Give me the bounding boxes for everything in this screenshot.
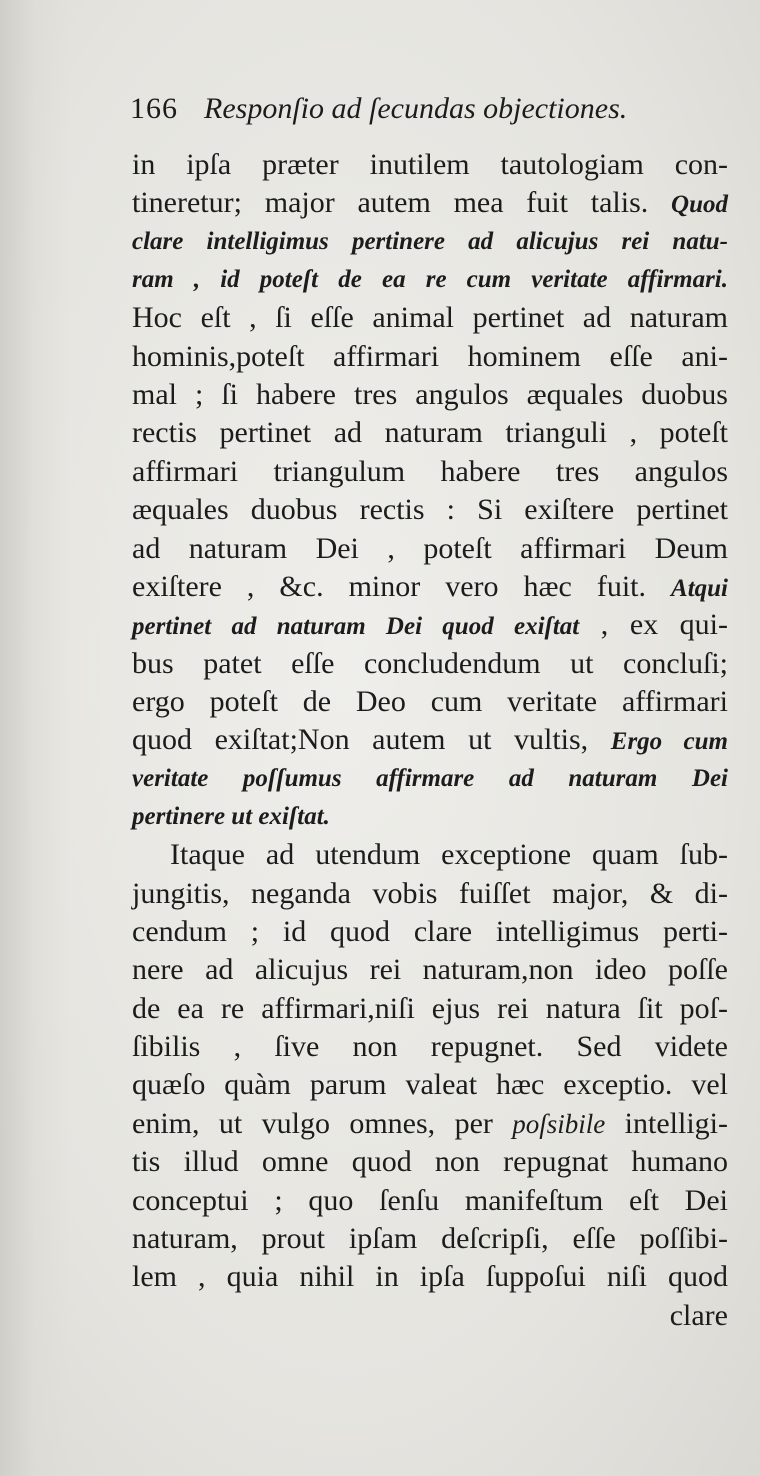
text-segment: intelligi-: [605, 1106, 728, 1140]
text-segment: mal ; ſi habere tres angulos æquales duobus: [132, 378, 728, 412]
text-line: [132, 414, 728, 452]
page-number: 166: [130, 92, 178, 125]
text-segment: de ea re affirmari,niſi ejus rei natura ſit poſ-: [132, 991, 728, 1025]
text-segment: veritate poſſumus affirmare ad naturam Dei: [132, 764, 728, 792]
text-line: [132, 1105, 728, 1143]
text-segment: tineretur; major autem mea fuit talis.: [132, 186, 672, 220]
text-line: [132, 299, 728, 337]
catchword: [132, 1297, 728, 1335]
text-segment: cendum ; id quod clare intelligimus perti-: [132, 915, 728, 948]
text-segment: hominis,poteſt affirmari hominem eſſe ani-: [132, 339, 728, 373]
italic-text: Ergo cum: [610, 728, 728, 756]
text-segment: , ex qui-: [579, 608, 728, 642]
text-line: [132, 913, 728, 951]
text-segment: conceptui ; quo ſenſu manifeſtum eſt Dei: [132, 1183, 728, 1217]
text-segment: clare intelligimus pertinere ad alicujus rei natu-: [132, 227, 728, 255]
page-gutter-shadow: [0, 0, 70, 1476]
text-segment: nere ad alicujus rei naturam,non ideo poſſe: [132, 953, 728, 987]
text-segment: Hoc eſt , ſi eſſe animal pertinet ad naturam: [132, 301, 728, 335]
text-line: [132, 568, 728, 606]
text-line: [132, 645, 728, 683]
text-segment: ram , id poteſt de ea re cum veritate affirmari.: [132, 266, 728, 294]
text-segment: quæſo quàm parum valeat hæc exceptio. vel: [132, 1068, 728, 1102]
text-line: [132, 1220, 728, 1258]
text-line: [132, 1182, 728, 1220]
text-segment: bus patet eſſe concludendum ut concluſi;: [132, 646, 728, 680]
text-segment: enim, ut vulgo omnes, per: [132, 1106, 513, 1140]
text-line: [132, 1066, 728, 1104]
text-line: [132, 683, 728, 721]
text-segment: ſibilis , ſive non repugnet. Sed videte: [132, 1030, 728, 1064]
text-segment: pertinere ut exiſtat.: [132, 803, 330, 830]
text-segment: quod exiſtat;Non autem ut vultis,: [132, 723, 611, 757]
text-segment: clare: [669, 1298, 728, 1332]
italic-text: pertinet ad naturam Dei quod exiſtat: [132, 613, 580, 641]
text-line: [132, 261, 728, 299]
text-line: [132, 1143, 728, 1181]
text-line: [132, 184, 728, 222]
text-line: [132, 338, 728, 376]
text-line: [132, 491, 728, 529]
text-line: [132, 376, 728, 414]
text-line: [132, 1028, 728, 1066]
text-line: [132, 760, 728, 798]
text-line: [132, 1258, 728, 1296]
text-line: [132, 146, 728, 184]
text-segment: rectis pertinet ad naturam trianguli , poteſt: [132, 416, 728, 450]
text-segment: tis illud omne quod non repugnat humano: [132, 1145, 728, 1179]
text-segment: affirmari triangulum habere tres angulos: [132, 454, 728, 488]
italic-text: Quod: [671, 191, 728, 219]
text-line: [132, 721, 728, 759]
text-segment: exiſtere , &c. minor vero hæc fuit.: [132, 569, 672, 603]
text-segment: æquales duobus rectis : Si exiſtere pertinet: [132, 493, 728, 527]
text-segment: lem , quia nihil in ipſa ſuppoſui niſi quod: [132, 1260, 728, 1294]
text-segment: ad naturam Dei , poteſt affirmari Deum: [132, 531, 728, 565]
text-segment: ergo poteſt de Deo cum veritate affirmari: [132, 684, 728, 718]
text-line: [132, 530, 728, 568]
running-title: Responſio ad ſecundas objectiones.: [204, 92, 628, 125]
text-line: [170, 836, 728, 874]
italic-text: Atqui: [671, 574, 728, 602]
text-line: [132, 453, 728, 491]
text-segment: naturam, prout ipſam deſcripſi, eſſe poſſibi-: [132, 1221, 728, 1255]
text-line: [132, 223, 728, 261]
text-segment: in ipſa præter inutilem tautologiam con-: [132, 148, 728, 181]
text-line: [132, 875, 728, 913]
text-line: [132, 990, 728, 1028]
page-header: [130, 92, 627, 138]
italic-text: poſsibile: [512, 1108, 606, 1139]
text-segment: Itaque ad utendum exceptione quam ſub-: [170, 838, 728, 872]
text-line: [132, 798, 728, 836]
text-line: [132, 606, 728, 644]
text-segment: jungitis, neganda vobis fuiſſet major, & di-: [132, 876, 728, 910]
text-line: [132, 951, 728, 989]
